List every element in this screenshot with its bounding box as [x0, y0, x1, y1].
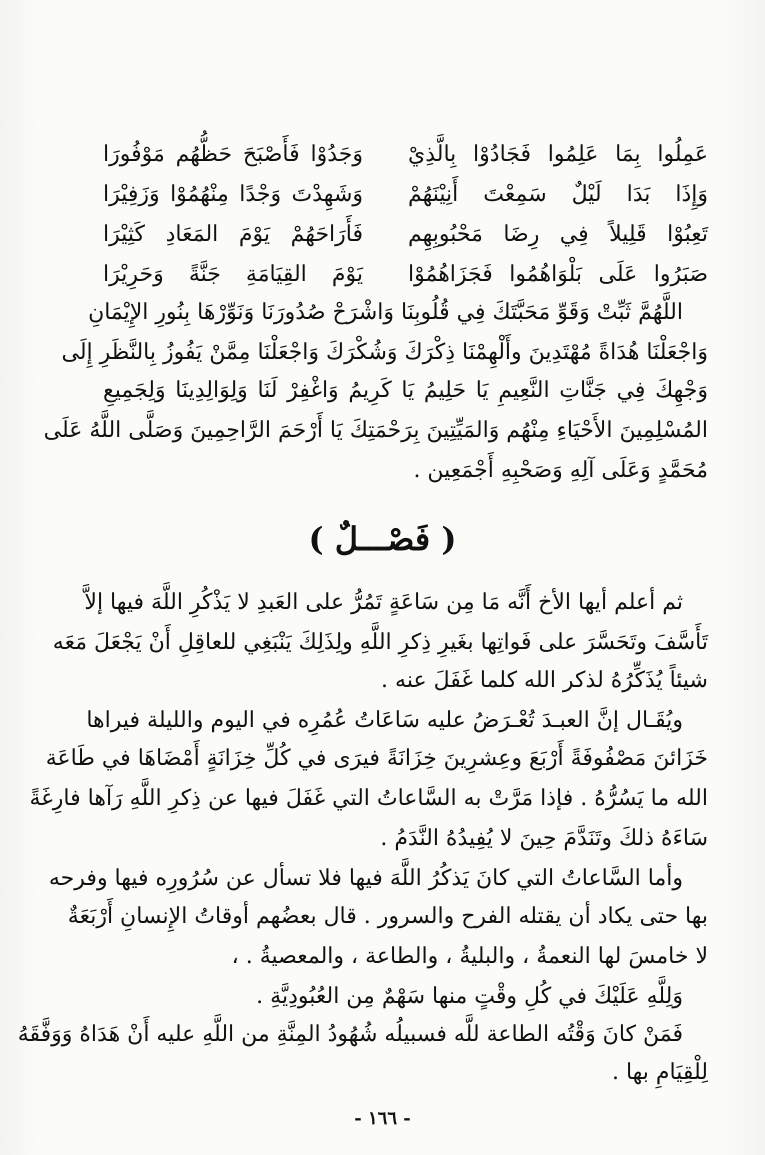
verse-second-hemistich: يَوْمَ القِيَامَةِ جَنَّةً وَحَرِيْرَا — [103, 262, 363, 287]
prayer-line: المُسْلِمِينَ الأَحْيَاءِ مِنْهُم وَالمَيِّتِينَ بِرَحْمَتِكَ يَا أَرْحَمَ الرَّاحِمِينَ وَصَلَّى اللَّهُ عَلَى — [43, 418, 708, 443]
body-line: الله ما يَسُرُّهُ . فإذا مَرَّتْ به السَّاعاتُ التي غَفَلَ فيها عن ذِكرِ اللَّهِ رَآها فارِغَةً — [29, 786, 708, 811]
body-line: تَأَسَّفَ وتَحَسَّرَ على فَواتِها بغَيرِ ذِكرِ اللَّهِ ولِذَلِكَ يَنْبَغِي للعاقِلِ أَنْ يَجْعَلَ مَعَه — [52, 630, 708, 655]
body-line: خَزَائنَ مَصْفُوفَةً أَرْبَعَ وعِشرِينَ خِزَانَةً فيرَى في كُلِّ خِزَانَةٍ أَمْضَاهَا في طَاعَة — [45, 746, 708, 771]
verse-second-hemistich: وَجَدُوْا فَأَصْبَحَ حَظُّهُم مَوْفُورَا — [103, 142, 363, 167]
prayer-line: اللَّهُمَّ ثَبِّتْ وَقَوِّ مَحَبَّتَكَ فِي قُلُوبِنَا وَاشْرَحْ صُدُورَنَا وَنَوِّرْهَا بِنُورِ الإِيْمَانِ — [88, 300, 683, 325]
body-line: فَمَنْ كانَ وَقْتُه الطاعة للَّه فسبيلُه شُهُودُ المِنَّةِ من اللَّهِ عليه أَنْ هَدَاهُ وَوَفَّقَهُ — [17, 1022, 683, 1047]
prayer-line: وَجْهِكَ فِي جَنَّاتِ النَّعِيمِ يَا حَلِيمُ يَا كَرِيمُ وَاغْفِرْ لَنَا وَلِوَالِدِينَا وَلِجَمِيعِ — [103, 378, 708, 403]
body-line: لِلْقِيَامِ بها . — [611, 1060, 708, 1085]
section-heading: ( فَصْـــلٌ ) — [308, 520, 457, 558]
poem-verse — [103, 222, 708, 260]
prayer-line: مُحَمَّدٍ وَعَلَى آلِهِ وَصَحْبِهِ أَجْمَعِين . — [413, 458, 708, 483]
poem-verse — [103, 182, 708, 220]
prayer-line: وَاجْعَلْنَا هُدَاةً مُهْتَدِينَ وأَلْهِمْنَا ذِكْرَكَ وَشُكْرَكَ وَاجْعَلْنَا مِمَّنْ يَفُوزُ بِالنَّظَرِ إِلَى — [61, 340, 708, 365]
body-line: بها حتى يكاد أن يقتله الفرح والسرور . قال بعضُهم أوقاتُ الإِنسانِ أَرْبَعَةٌ — [67, 904, 708, 929]
verse-second-hemistich: وَشَهِدْتَ وَجْدًا مِنْهُمُوْا وَزَفِيْرَا — [103, 182, 363, 207]
poem-verse — [103, 142, 708, 180]
verse-first-hemistich: عَمِلُوا بِمَا عَلِمُوا فَجَادُوْا بِالَّذِيْ — [408, 142, 708, 167]
body-line: ثم أعلم أيها الأخ أَنَّه مَا مِن سَاعَةٍ تَمُرُّ على العَبدِ لا يَذْكُرِ اللَّهَ فيها إلاَّ — [84, 590, 683, 615]
body-line: شيئاً يُذَكِّرُهُ لذكر الله كلما غَفَلَ عنه . — [381, 668, 708, 693]
page-number: - ١٦٦ - — [354, 1108, 411, 1129]
body-line: ويُقَـال إنَّ العبـدَ تُعْـرَضُ عليه سَاعَاتُ عُمُرِه في اليوم والليلة فيراها — [86, 708, 683, 733]
verse-first-hemistich: تَعِبُوْا قَلِيلاً فِي رِضَا مَحْبُوبِهِم — [408, 222, 708, 247]
poem-verse — [103, 262, 708, 300]
body-line: وَلِلَّهِ عَلَيْكَ في كُلِ وقْتٍ منها سَهْمٌ مِن العُبُودِيَّةِ . — [256, 984, 683, 1009]
body-line: لا خامسَ لها النعمةُ ، والبليةُ ، والطاعة ، والمعصيةُ . ، — [231, 944, 708, 969]
verse-first-hemistich: وَإِذَا بَدَا لَيْلٌ سَمِعْتَ أَنِيْنَهُمْ — [408, 182, 708, 207]
body-line: سَاءَهُ ذلكَ وتَنَدَّمَ حِينَ لا يُفِيدُهُ النَّدَمُ . — [380, 826, 708, 851]
verse-first-hemistich: صَبَرُوا عَلَى بَلْوَاهُمُوا فَجَزَاهُمُوْا — [408, 262, 708, 287]
body-line: وأما السَّاعاتُ التي كانَ يَذكُرُ اللَّهَ فيها فلا تسأل عن سُرُورِه فيها وفرحه — [48, 866, 683, 891]
verse-second-hemistich: فَأَرَاحَهُمْ يَوْمَ المَعَادِ كَثِيْرَا — [103, 222, 363, 247]
